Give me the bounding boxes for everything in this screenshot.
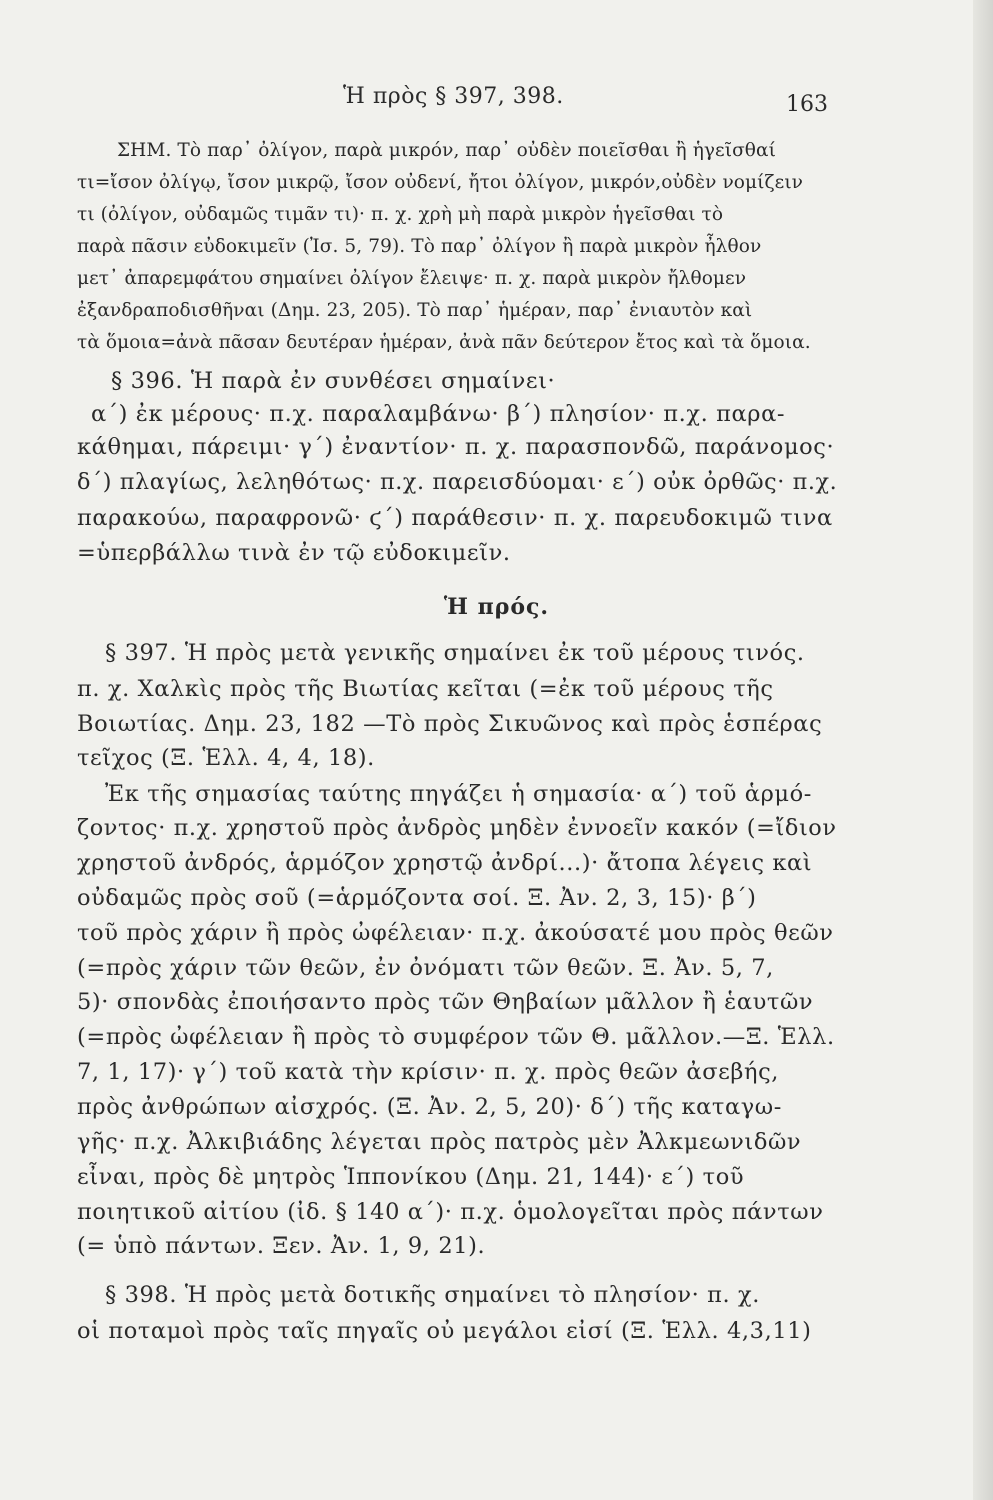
note-line: ΣΗΜ. Τὸ παρ᾽ ὀλίγον, παρὰ μικρόν, παρ᾽ οὐδὲν ποιεῖσθαι ἢ ἡγεῖσθαί (117, 140, 776, 161)
paragraph-line: π. χ. Χαλκὶς πρὸς τῆς Βιωτίας κεῖται (=ἐκ τοῦ μέρους τῆς (77, 676, 774, 702)
paragraph-line: ποιητικοῦ αἰτίου (ἰδ. § 140 α´)· π.χ. ὁμολογεῖται πρὸς πάντων (77, 1199, 824, 1225)
paragraph-line: Βοιωτίας. Δημ. 23, 182 —Τὸ πρὸς Σικυῶνος καὶ πρὸς ἑσπέρας (77, 711, 823, 737)
paragraph-line: (=πρὸς ὠφέλειαν ἢ πρὸς τὸ συμφέρον τῶν Θ. μᾶλλον.—Ξ. Ἑλλ. (77, 1024, 835, 1050)
paragraph-line: =ὑπερβάλλω τινὰ ἐν τῷ εὐδοκιμεῖν. (77, 540, 511, 566)
page-edge (973, 0, 993, 1500)
paragraph-line: πρὸς ἀνθρώπων αἰσχρός. (Ξ. Ἀν. 2, 5, 20)· δ´) τῆς καταγω- (77, 1094, 782, 1120)
paragraph-line: γῆς· π.χ. Ἀλκιβιάδης λέγεται πρὸς πατρὸς μὲν Ἀλκμεωνιδῶν (77, 1129, 802, 1155)
running-head: Ἡ πρὸς § 397, 398. (343, 84, 564, 109)
paragraph-line: τοῦ πρὸς χάριν ἢ πρὸς ὠφέλειαν· π.χ. ἀκούσατέ μου πρὸς θεῶν (77, 920, 834, 946)
paragraph-line: § 397. Ἡ πρὸς μετὰ γενικῆς σημαίνει ἐκ τοῦ μέρους τινός. (105, 640, 805, 666)
paragraph-line: δ´) πλαγίως, λεληθότως· π.χ. παρεισδύομαι· ε´) οὐκ ὀρθῶς· π.χ. (77, 469, 838, 495)
paragraph-line: § 398. Ἡ πρὸς μετὰ δοτικῆς σημαίνει τὸ πλησίον· π. χ. (105, 1282, 761, 1308)
paragraph-line: § 396. Ἡ παρὰ ἐν συνθέσει σημαίνει· (111, 368, 556, 394)
paragraph-line: ζοντος· π.χ. χρηστοῦ πρὸς ἀνδρὸς μηδὲν ἐννοεῖν κακόν (=ἴδιον (77, 815, 837, 841)
paragraph-line: 5)· σπονδὰς ἐποιήσαντο πρὸς τῶν Θηβαίων μᾶλλον ἢ ἑαυτῶν (77, 989, 814, 1015)
paragraph-line: εἶναι, πρὸς δὲ μητρὸς Ἱππονίκου (Δημ. 21, 144)· ε´) τοῦ (77, 1164, 745, 1190)
paragraph-line: τεῖχος (Ξ. Ἑλλ. 4, 4, 18). (77, 745, 375, 771)
paragraph-line: α´) ἐκ μέρους· π.χ. παραλαμβάνω· β´) πλησίον· π.χ. παρα- (91, 401, 786, 427)
paragraph-line: Ἐκ τῆς σημασίας ταύτης πηγάζει ἡ σημασία· α´) τοῦ ἁρμό- (105, 781, 812, 807)
page-number: 163 (786, 92, 828, 117)
paragraph-line: οἱ ποταμοὶ πρὸς ταῖς πηγαῖς οὐ μεγάλοι εἰσί (Ξ. Ἑλλ. 4,3,11) (77, 1318, 812, 1344)
section-heading: Ἡ πρός. (443, 594, 550, 620)
page-header (0, 84, 993, 124)
paragraph-line: κάθημαι, πάρειμι· γ´) ἐναντίον· π. χ. παρασπονδῶ, παράνομος· (77, 434, 835, 460)
note-line: τι (ὀλίγον, οὐδαμῶς τιμᾶν τι)· π. χ. χρὴ μὴ παρὰ μικρὸν ἡγεῖσθαι τὸ (77, 204, 724, 225)
note-line: τι=ἴσον ὀλίγῳ, ἴσον μικρῷ, ἴσον οὐδενί, ἤτοι ὀλίγον, μικρόν,οὐδὲν νομίζειν (77, 172, 804, 193)
paragraph-line: (= ὑπὸ πάντων. Ξεν. Ἀν. 1, 9, 21). (77, 1233, 486, 1259)
paragraph-line: χρηστοῦ ἀνδρός, ἁρμόζον χρηστῷ ἀνδρί...)· ἄτοπα λέγεις καὶ (77, 850, 813, 876)
note-line: μετ᾽ ἀπαρεμφάτου σημαίνει ὀλίγον ἔλειψε· π. χ. παρὰ μικρὸν ἤλθομεν (77, 268, 747, 289)
paragraph-line: παρακούω, παραφρονῶ· ϛ´) παράθεσιν· π. χ. παρευδοκιμῶ τινα (77, 505, 833, 531)
paragraph-line: 7, 1, 17)· γ´) τοῦ κατὰ τὴν κρίσιν· π. χ. πρὸς θεῶν ἀσεβής, (77, 1059, 780, 1085)
note-line: τὰ ὅμοια=ἀνὰ πᾶσαν δευτέραν ἡμέραν, ἀνὰ πᾶν δεύτερον ἔτος καὶ τὰ ὅμοια. (77, 332, 811, 353)
note-line: παρὰ πᾶσιν εὐδοκιμεῖν (Ἰσ. 5, 79). Τὸ παρ᾽ ὀλίγον ἢ παρὰ μικρὸν ἦλθον (77, 236, 762, 257)
paragraph-line: οὐδαμῶς πρὸς σοῦ (=ἁρμόζοντα σοί. Ξ. Ἀν. 2, 3, 15)· β´) (77, 885, 757, 911)
paragraph-line: (=πρὸς χάριν τῶν θεῶν, ἐν ὀνόματι τῶν θεῶν. Ξ. Ἀν. 5, 7, (77, 955, 774, 981)
note-line: ἐξανδραποδισθῆναι (Δημ. 23, 205). Τὸ παρ᾽ ἡμέραν, παρ᾽ ἐνιαυτὸν καὶ (77, 300, 753, 321)
